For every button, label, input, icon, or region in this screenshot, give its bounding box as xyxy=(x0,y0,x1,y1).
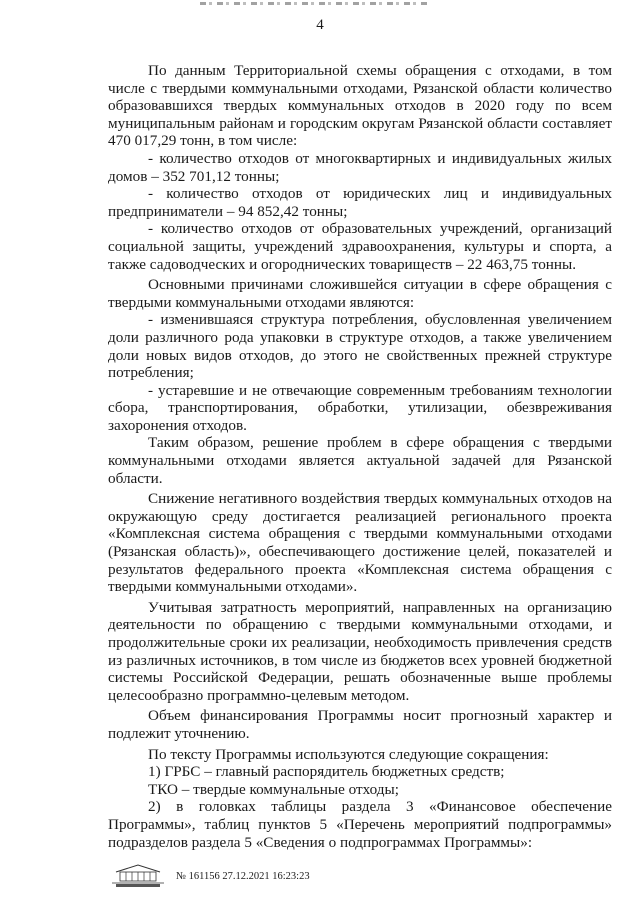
paragraph-causes: Основными причинами сложившейся ситуации в сфере обращения с твердыми коммунальными отходами являются: xyxy=(108,276,612,311)
list-item-apartments: - количество отходов от многоквартирных и индивидуальных жилых домов – 352 701,12 тонны; xyxy=(108,149,612,185)
paragraph-conclusion: Таким образом, решение проблем в сфере обращения с твердыми коммунальными отходами является актуальной задачей для Рязанской области. xyxy=(108,434,612,487)
document-body xyxy=(108,62,612,851)
list-item-outdated-technology: - устаревшие и не отвечающие современным требованиям технологии сбора, транспортирования, обработки, утилизации, обезвреживания захоронения отходов. xyxy=(108,381,612,434)
abbreviation-tko: ТКО – твердые коммунальные отходы; xyxy=(148,780,399,798)
abbreviation-grbs: 1) ГРБС – главный распорядитель бюджетных средств; xyxy=(148,763,505,781)
paragraph-intro: По данным Территориальной схемы обращения с отходами, в том числе с твердыми коммунальными отходами, Рязанской области количество образовавшихся твердых коммунальных отходов в 2020 году по всем муниципальным районам и городским округам Рязанской области составляет 470 017,29 тонн, в том числе: xyxy=(108,62,612,150)
list-item-institutions: - количество отходов от образовательных учреждений, организаций социальной защиты, учреждений здравоохранения, культуры и спорта, а также садоводческих и огороднических товариществ – 22 463,75 тонны. xyxy=(108,220,612,273)
paragraph-abbreviations: По тексту Программы используются следующие сокращения: xyxy=(148,745,549,763)
paragraph-cost-considerations: Учитывая затратность мероприятий, направленных на организацию деятельности по обращению с твердыми коммунальными отходами, и продолжительные сроки их реализации, необходимость привлечения средств из различных источников, в том числе из бюджетов всех уровней бюджетной системы Российской Федерации, решать обозначенные выше проблемы целесообразно программно-целевым методом. xyxy=(108,598,612,704)
list-item-consumption-structure: - изменившаяся структура потребления, обусловленная увеличением доли различного рода упаковки в структуре отходов, а также увеличением доли новых видов отходов, до этого не свойственных прежней структуре потребления; xyxy=(108,311,612,382)
registry-stamp-icon xyxy=(108,862,168,888)
list-item-legal-entities: - количество отходов от юридических лиц и индивидуальных предприниматели – 94 852,42 тонны; xyxy=(108,185,612,220)
scan-artifact xyxy=(200,2,430,5)
footer xyxy=(108,862,368,902)
registration-number: № 161156 27.12.2021 16:23:23 xyxy=(176,871,310,882)
page-number: 4 xyxy=(316,17,324,33)
paragraph-impact-reduction: Снижение негативного воздействия твердых коммунальных отходов на окружающую среду достигается реализацией регионального проекта «Комплексная система обращения с твердыми коммунальными отходами (Рязанская область)», обеспечивающего достижение целей, показателей и результатов федерального проекта «Комплексная система обращения с твердыми коммунальными отходами». xyxy=(108,490,612,596)
paragraph-financing: Объем финансирования Программы носит прогнозный характер и подлежит уточнению. xyxy=(108,707,612,742)
list-item-table-headers: 2) в головках таблицы раздела 3 «Финансовое обеспечение Программы», таблиц пунктов 5 «Перечень мероприятий подпрограммы» подразделов раздела 5 «Сведения о подпрограммах Программы»: xyxy=(108,798,612,851)
